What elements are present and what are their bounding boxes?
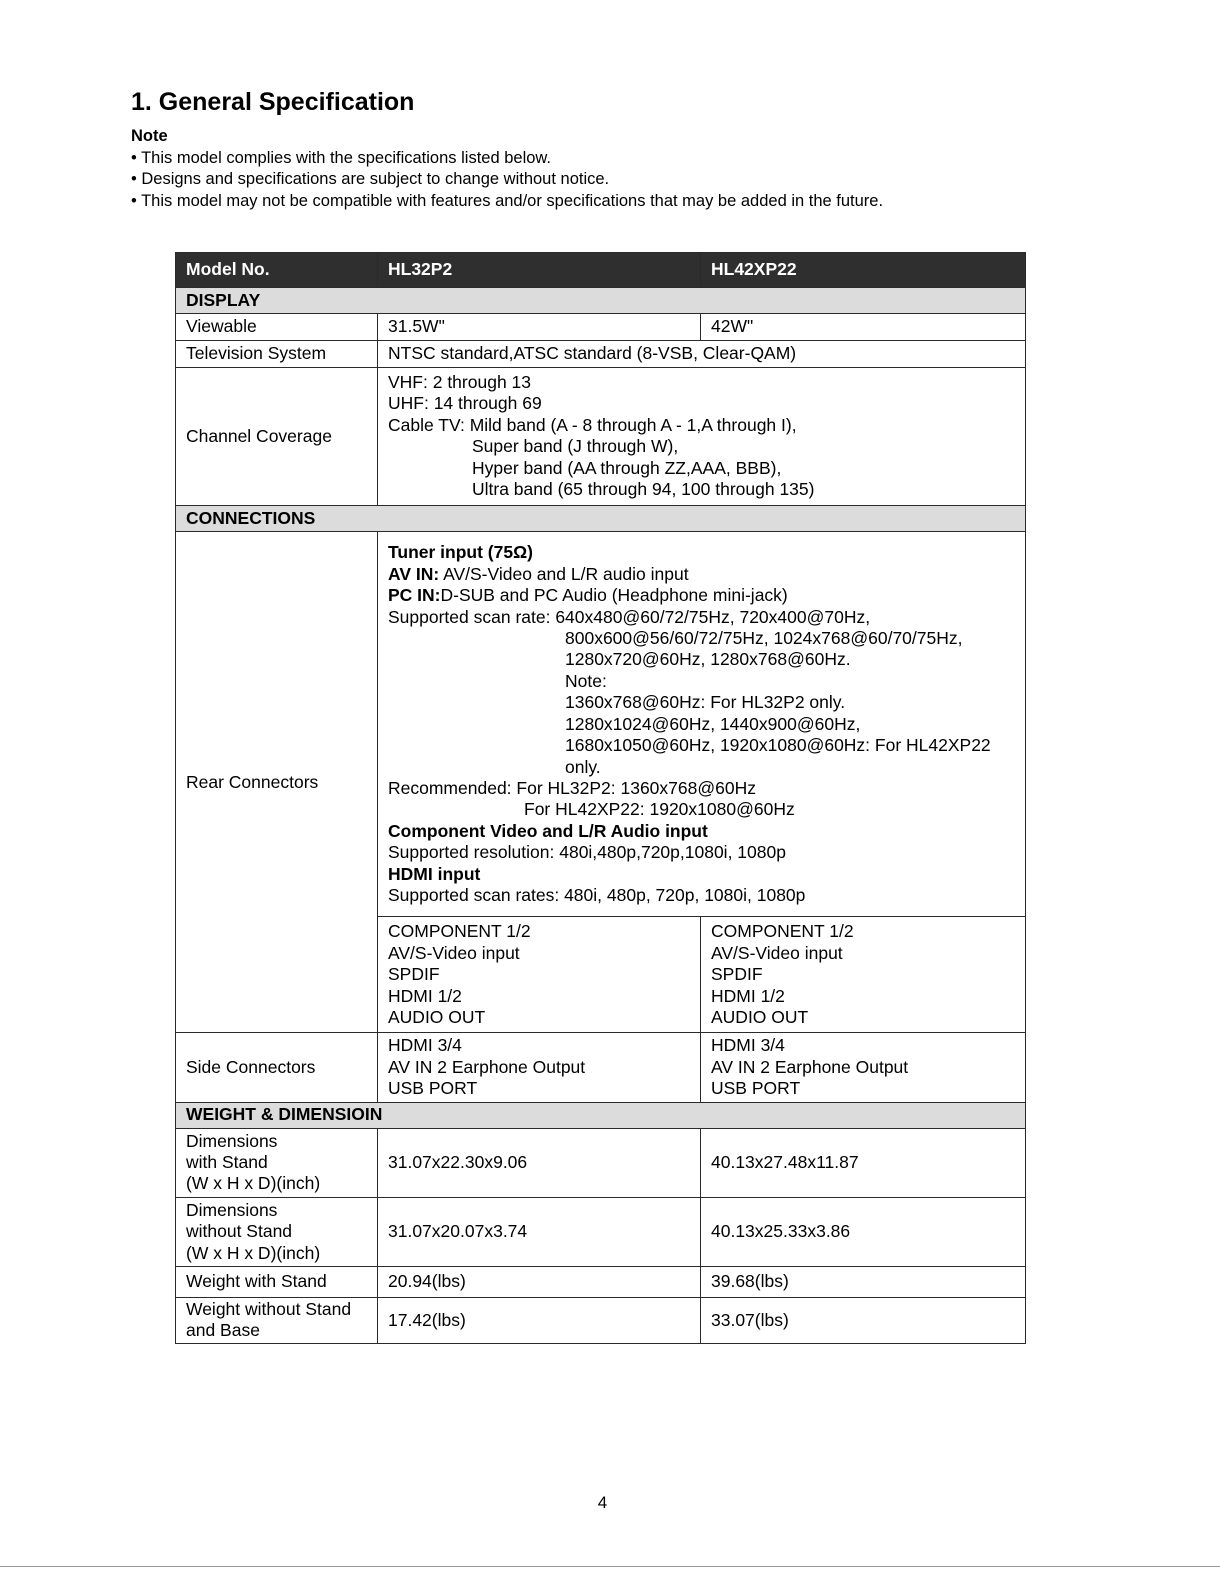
port-item: AV IN 2 Earphone Output (711, 1056, 909, 1077)
header-hl42xp22: HL42XP22 (701, 253, 1026, 288)
section-connections: CONNECTIONS (176, 506, 1026, 532)
cell-rear-spec (378, 532, 1026, 917)
port-item: AV/S-Video input (388, 942, 520, 963)
label-line: with Stand (186, 1152, 268, 1172)
row-label-dim-with-stand (176, 1128, 378, 1197)
port-item: COMPONENT 1/2 (388, 921, 531, 942)
port-item: AUDIO OUT (711, 1006, 809, 1027)
row-label-dim-without-stand (176, 1197, 378, 1266)
section-display: DISPLAY (176, 288, 1026, 314)
hdmi-heading: HDMI input (388, 863, 481, 884)
cell-rear-ports-hl32p2 (378, 917, 701, 1033)
note-block (131, 126, 883, 212)
channel-line: Cable TV: Mild band (A - 8 through A - 1,A through I), (388, 414, 797, 435)
channel-line: Ultra band (65 through 94, 100 through 135) (472, 479, 815, 500)
table-row (176, 1298, 1026, 1344)
scan-line: 800x600@56/60/72/75Hz, 1024x768@60/70/75Hz, (565, 628, 963, 649)
label-line: without Stand (186, 1221, 293, 1242)
tuner-input-heading: Tuner input (75Ω) (388, 542, 533, 563)
section-row-weight (176, 1102, 1026, 1128)
hdmi-text: Supported scan rates: 480i, 480p, 720p, 1080i, 1080p (388, 884, 806, 905)
page-number: 4 (597, 1493, 608, 1512)
av-in-text: AV/S-Video and L/R audio input (439, 563, 689, 584)
port-item: AUDIO OUT (388, 1006, 486, 1027)
section-row-connections (176, 506, 1026, 532)
port-item: HDMI 3/4 (711, 1035, 785, 1056)
section-weight-dimension: WEIGHT & DIMENSIOIN (176, 1102, 1026, 1128)
component-text: Supported resolution: 480i,480p,720p,1080i, 1080p (388, 842, 786, 863)
av-in-label: AV IN: (388, 563, 440, 584)
port-item: SPDIF (711, 964, 763, 985)
label-line: Dimensions (186, 1130, 278, 1151)
cell-weight-with-hl32p2: 20.94(lbs) (378, 1267, 701, 1298)
row-label-weight-with-stand: Weight with Stand (176, 1267, 378, 1298)
recommended-line: Recommended: For HL32P2: 1360x768@60Hz (388, 777, 756, 798)
scan-line: Note: (565, 670, 607, 691)
section-row-display (176, 288, 1026, 314)
port-item: AV IN 2 Earphone Output (388, 1056, 586, 1077)
scan-line: only. (565, 756, 601, 777)
port-item: HDMI 1/2 (388, 985, 462, 1006)
pc-in-text: D-SUB and PC Audio (Headphone mini-jack) (440, 585, 788, 606)
port-item: SPDIF (388, 964, 440, 985)
cell-side-hl32p2 (378, 1033, 701, 1102)
scan-line: Supported scan rate: 640x480@60/72/75Hz, 720x400@70Hz, (388, 606, 871, 627)
page-title: 1. General Specification (131, 88, 415, 116)
row-label-viewable: Viewable (176, 314, 378, 341)
label-line: Weight without Stand (186, 1299, 352, 1320)
cell-channel-coverage (378, 368, 1026, 506)
cell-dim-with-hl32p2: 31.07x22.30x9.06 (378, 1128, 701, 1197)
port-item: COMPONENT 1/2 (711, 921, 854, 942)
table-row (176, 1267, 1026, 1298)
label-line: and Base (186, 1320, 260, 1341)
component-heading: Component Video and L/R Audio input (388, 820, 708, 841)
cell-dim-without-hl32p2: 31.07x20.07x3.74 (378, 1197, 701, 1266)
label-line: Dimensions (186, 1199, 278, 1220)
scan-line: 1680x1050@60Hz, 1920x1080@60Hz: For HL42XP22 (565, 735, 991, 756)
row-label-tv-system: Television System (176, 341, 378, 368)
header-model-no: Model No. (176, 253, 378, 288)
cell-dim-without-hl42xp22: 40.13x25.33x3.86 (701, 1197, 1026, 1266)
cell-dim-with-hl42xp22: 40.13x27.48x11.87 (701, 1128, 1026, 1197)
channel-line: Super band (J through W), (472, 436, 679, 457)
scan-line: 1360x768@60Hz: For HL32P2 only. (565, 692, 846, 713)
table-row (176, 1128, 1026, 1197)
port-item: HDMI 1/2 (711, 985, 785, 1006)
note-bullet: • This model complies with the specifications listed below. (131, 148, 552, 167)
cell-side-hl42xp22 (701, 1033, 1026, 1102)
port-item: USB PORT (388, 1078, 478, 1099)
note-bullet: • Designs and specifications are subject to change without notice. (131, 170, 610, 188)
port-item: AV/S-Video input (711, 942, 843, 963)
row-label-channel-coverage: Channel Coverage (176, 368, 378, 506)
table-row (176, 341, 1026, 368)
row-label-rear-connectors: Rear Connectors (176, 532, 378, 1033)
table-row (176, 368, 1026, 506)
scan-line: 1280x720@60Hz, 1280x768@60Hz. (565, 649, 851, 670)
channel-line: UHF: 14 through 69 (388, 393, 542, 414)
cell-weight-with-hl42xp22: 39.68(lbs) (701, 1267, 1026, 1298)
cell-rear-ports-hl42xp22 (701, 917, 1026, 1033)
port-item: HDMI 3/4 (388, 1035, 462, 1056)
label-line: (W x H x D)(inch) (186, 1173, 321, 1194)
recommended-line: For HL42XP22: 1920x1080@60Hz (524, 799, 795, 820)
cell-viewable-hl32p2: 31.5W" (378, 314, 701, 341)
table-row (176, 1033, 1026, 1102)
port-item: USB PORT (711, 1078, 801, 1099)
channel-line: Hyper band (AA through ZZ,AAA, BBB), (472, 457, 782, 478)
pc-in-label: PC IN: (388, 585, 441, 606)
note-heading: Note (131, 127, 168, 145)
channel-line: VHF: 2 through 13 (388, 372, 531, 392)
row-label-side-connectors: Side Connectors (176, 1033, 378, 1102)
table-row (176, 314, 1026, 341)
cell-viewable-hl42xp22: 42W" (701, 314, 1026, 341)
cell-tv-system: NTSC standard,ATSC standard (8-VSB, Clear-QAM) (378, 341, 1026, 368)
table-row (176, 1197, 1026, 1266)
spec-table (175, 252, 1026, 1344)
table-header-row (176, 253, 1026, 288)
header-hl32p2: HL32P2 (378, 253, 701, 288)
row-label-weight-without-stand (176, 1298, 378, 1344)
cell-weight-without-hl42xp22: 33.07(lbs) (701, 1298, 1026, 1344)
cell-weight-without-hl32p2: 17.42(lbs) (378, 1298, 701, 1344)
note-bullet: • This model may not be compatible with features and/or specifications that may be added in the future. (131, 191, 884, 210)
scan-line: 1280x1024@60Hz, 1440x900@60Hz, (565, 713, 861, 734)
table-row (176, 532, 1026, 917)
label-line: (W x H x D)(inch) (186, 1242, 321, 1263)
bottom-rule (0, 1566, 1220, 1567)
